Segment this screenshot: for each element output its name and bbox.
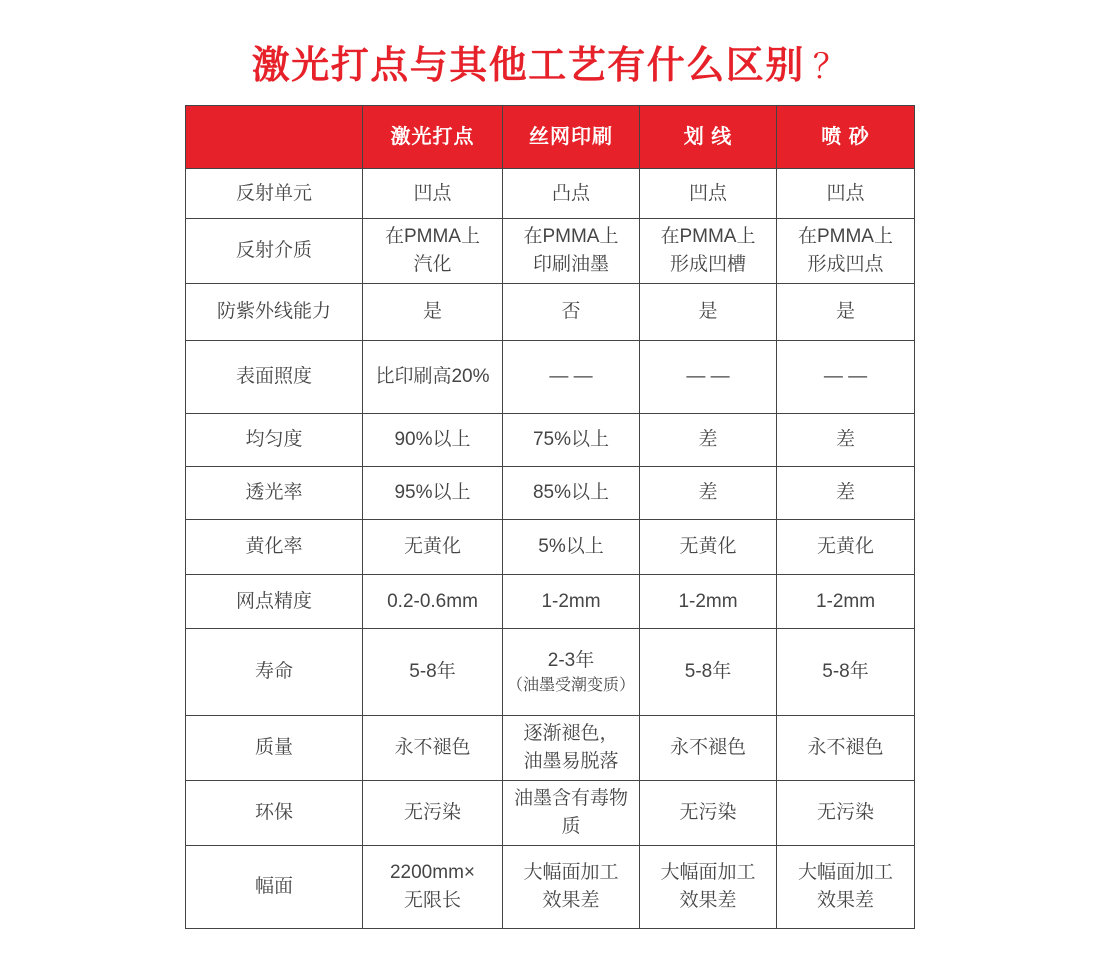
comparison-table xyxy=(185,105,915,929)
value-cell: 是 xyxy=(835,301,855,323)
value-cell xyxy=(503,219,640,283)
cell-line: 效果差 xyxy=(542,890,600,911)
table-row xyxy=(186,846,914,928)
value-cell: 75%以上 xyxy=(503,414,640,466)
table-row xyxy=(186,781,914,846)
table-header-row xyxy=(186,106,914,169)
table-row xyxy=(186,629,914,716)
header-cell: 喷 砂 xyxy=(821,125,870,148)
value-cell: 5-8年 xyxy=(822,661,869,683)
value-cell: 5%以上 xyxy=(503,520,640,574)
cell-line: 印刷油墨 xyxy=(532,254,609,275)
value-cell xyxy=(503,846,640,928)
value-cell: 85%以上 xyxy=(503,467,640,519)
row-label: 均匀度 xyxy=(186,414,363,466)
row-label: 黄化率 xyxy=(186,520,363,574)
table-row xyxy=(186,219,914,284)
cell-line: 无限长 xyxy=(403,890,461,911)
cell-line: 在PMMA上 xyxy=(384,226,480,248)
value-cell: 95%以上 xyxy=(363,467,503,519)
value-cell: 90%以上 xyxy=(363,414,503,466)
value-cell: 差 xyxy=(640,414,777,466)
cell-line: 逐渐褪色， xyxy=(523,723,619,745)
value-cell: 永不褪色 xyxy=(807,737,884,759)
value-cell xyxy=(503,629,640,715)
value-cell: 凹点 xyxy=(363,169,503,218)
value-cell: 无黄化 xyxy=(816,536,874,558)
cell-line: 大幅面加工 xyxy=(797,862,893,884)
row-label: 反射介质 xyxy=(186,219,363,283)
cell-line: 在PMMA上 xyxy=(523,226,619,248)
page-title xyxy=(0,34,1100,89)
cell-line: 2-3年 xyxy=(547,649,595,671)
value-cell: — — xyxy=(503,341,640,413)
row-label: 网点精度 xyxy=(186,575,363,628)
row-label: 幅面 xyxy=(186,846,363,928)
value-cell: 永不褪色 xyxy=(640,716,777,780)
value-cell: 无黄化 xyxy=(363,520,503,574)
cell-line: 在PMMA上 xyxy=(660,226,756,248)
cell-line: 大幅面加工 xyxy=(523,862,619,884)
value-cell: 1-2mm xyxy=(503,575,640,628)
table-row xyxy=(186,520,914,575)
value-cell: 1-2mm xyxy=(640,575,777,628)
value-cell: 无污染 xyxy=(363,781,503,845)
row-label: 寿命 xyxy=(186,629,363,715)
value-cell: 5-8年 xyxy=(640,629,777,715)
value-cell: 差 xyxy=(835,482,855,504)
table-row xyxy=(186,414,914,467)
value-cell xyxy=(640,219,777,283)
cell-line: 形成凹点 xyxy=(807,254,884,275)
value-cell: 凸点 xyxy=(503,169,640,218)
value-cell: 1-2mm xyxy=(815,590,876,612)
header-cell: 丝网印刷 xyxy=(503,106,640,168)
row-label: 防紫外线能力 xyxy=(186,284,363,340)
header-cell: 激光打点 xyxy=(363,106,503,168)
value-cell: 凹点 xyxy=(826,182,865,204)
header-corner-cell xyxy=(186,106,363,168)
row-label: 反射单元 xyxy=(186,169,363,218)
cell-line: 大幅面加工 xyxy=(660,862,756,884)
table-row xyxy=(186,284,914,341)
value-cell: 差 xyxy=(640,467,777,519)
table-row xyxy=(186,341,914,414)
value-cell xyxy=(363,219,503,283)
value-cell xyxy=(777,846,914,928)
cell-line: 形成凹槽 xyxy=(669,254,746,275)
page-title-question-mark: ？ xyxy=(812,48,849,86)
value-cell: 无黄化 xyxy=(640,520,777,574)
value-cell: 是 xyxy=(363,284,503,340)
cell-line: 汽化 xyxy=(413,254,452,275)
row-label: 质量 xyxy=(186,716,363,780)
table-row xyxy=(186,467,914,520)
value-cell: 凹点 xyxy=(640,169,777,218)
value-cell: 5-8年 xyxy=(363,629,503,715)
value-cell: 比印刷高20% xyxy=(363,341,503,413)
value-cell xyxy=(777,219,914,283)
value-cell xyxy=(503,716,640,780)
table-row xyxy=(186,716,914,781)
page-title-text: 激光打点与其他工艺有什么区别 xyxy=(251,45,805,87)
value-cell: 差 xyxy=(835,429,855,451)
value-cell: 0.2-0.6mm xyxy=(363,575,503,628)
cell-line: 油墨易脱落 xyxy=(523,751,619,772)
value-cell: 油墨含有毒物质 xyxy=(503,781,640,845)
cell-line: （油墨受潮变质） xyxy=(506,677,635,695)
header-cell: 划 线 xyxy=(640,106,777,168)
value-cell xyxy=(363,846,503,928)
value-cell xyxy=(640,846,777,928)
cell-line: 效果差 xyxy=(816,890,874,911)
value-cell: 永不褪色 xyxy=(363,716,503,780)
table-row xyxy=(186,575,914,629)
value-cell: 无污染 xyxy=(640,781,777,845)
cell-line: 2200mm× xyxy=(389,862,476,884)
value-cell: — — xyxy=(823,366,868,388)
value-cell: 无污染 xyxy=(816,802,874,824)
row-label: 透光率 xyxy=(186,467,363,519)
value-cell: 否 xyxy=(503,284,640,340)
cell-line: 在PMMA上 xyxy=(797,226,893,248)
value-cell: 是 xyxy=(640,284,777,340)
row-label: 环保 xyxy=(186,781,363,845)
table-row xyxy=(186,169,914,219)
cell-line: 效果差 xyxy=(679,890,737,911)
row-label: 表面照度 xyxy=(186,341,363,413)
value-cell: — — xyxy=(640,341,777,413)
